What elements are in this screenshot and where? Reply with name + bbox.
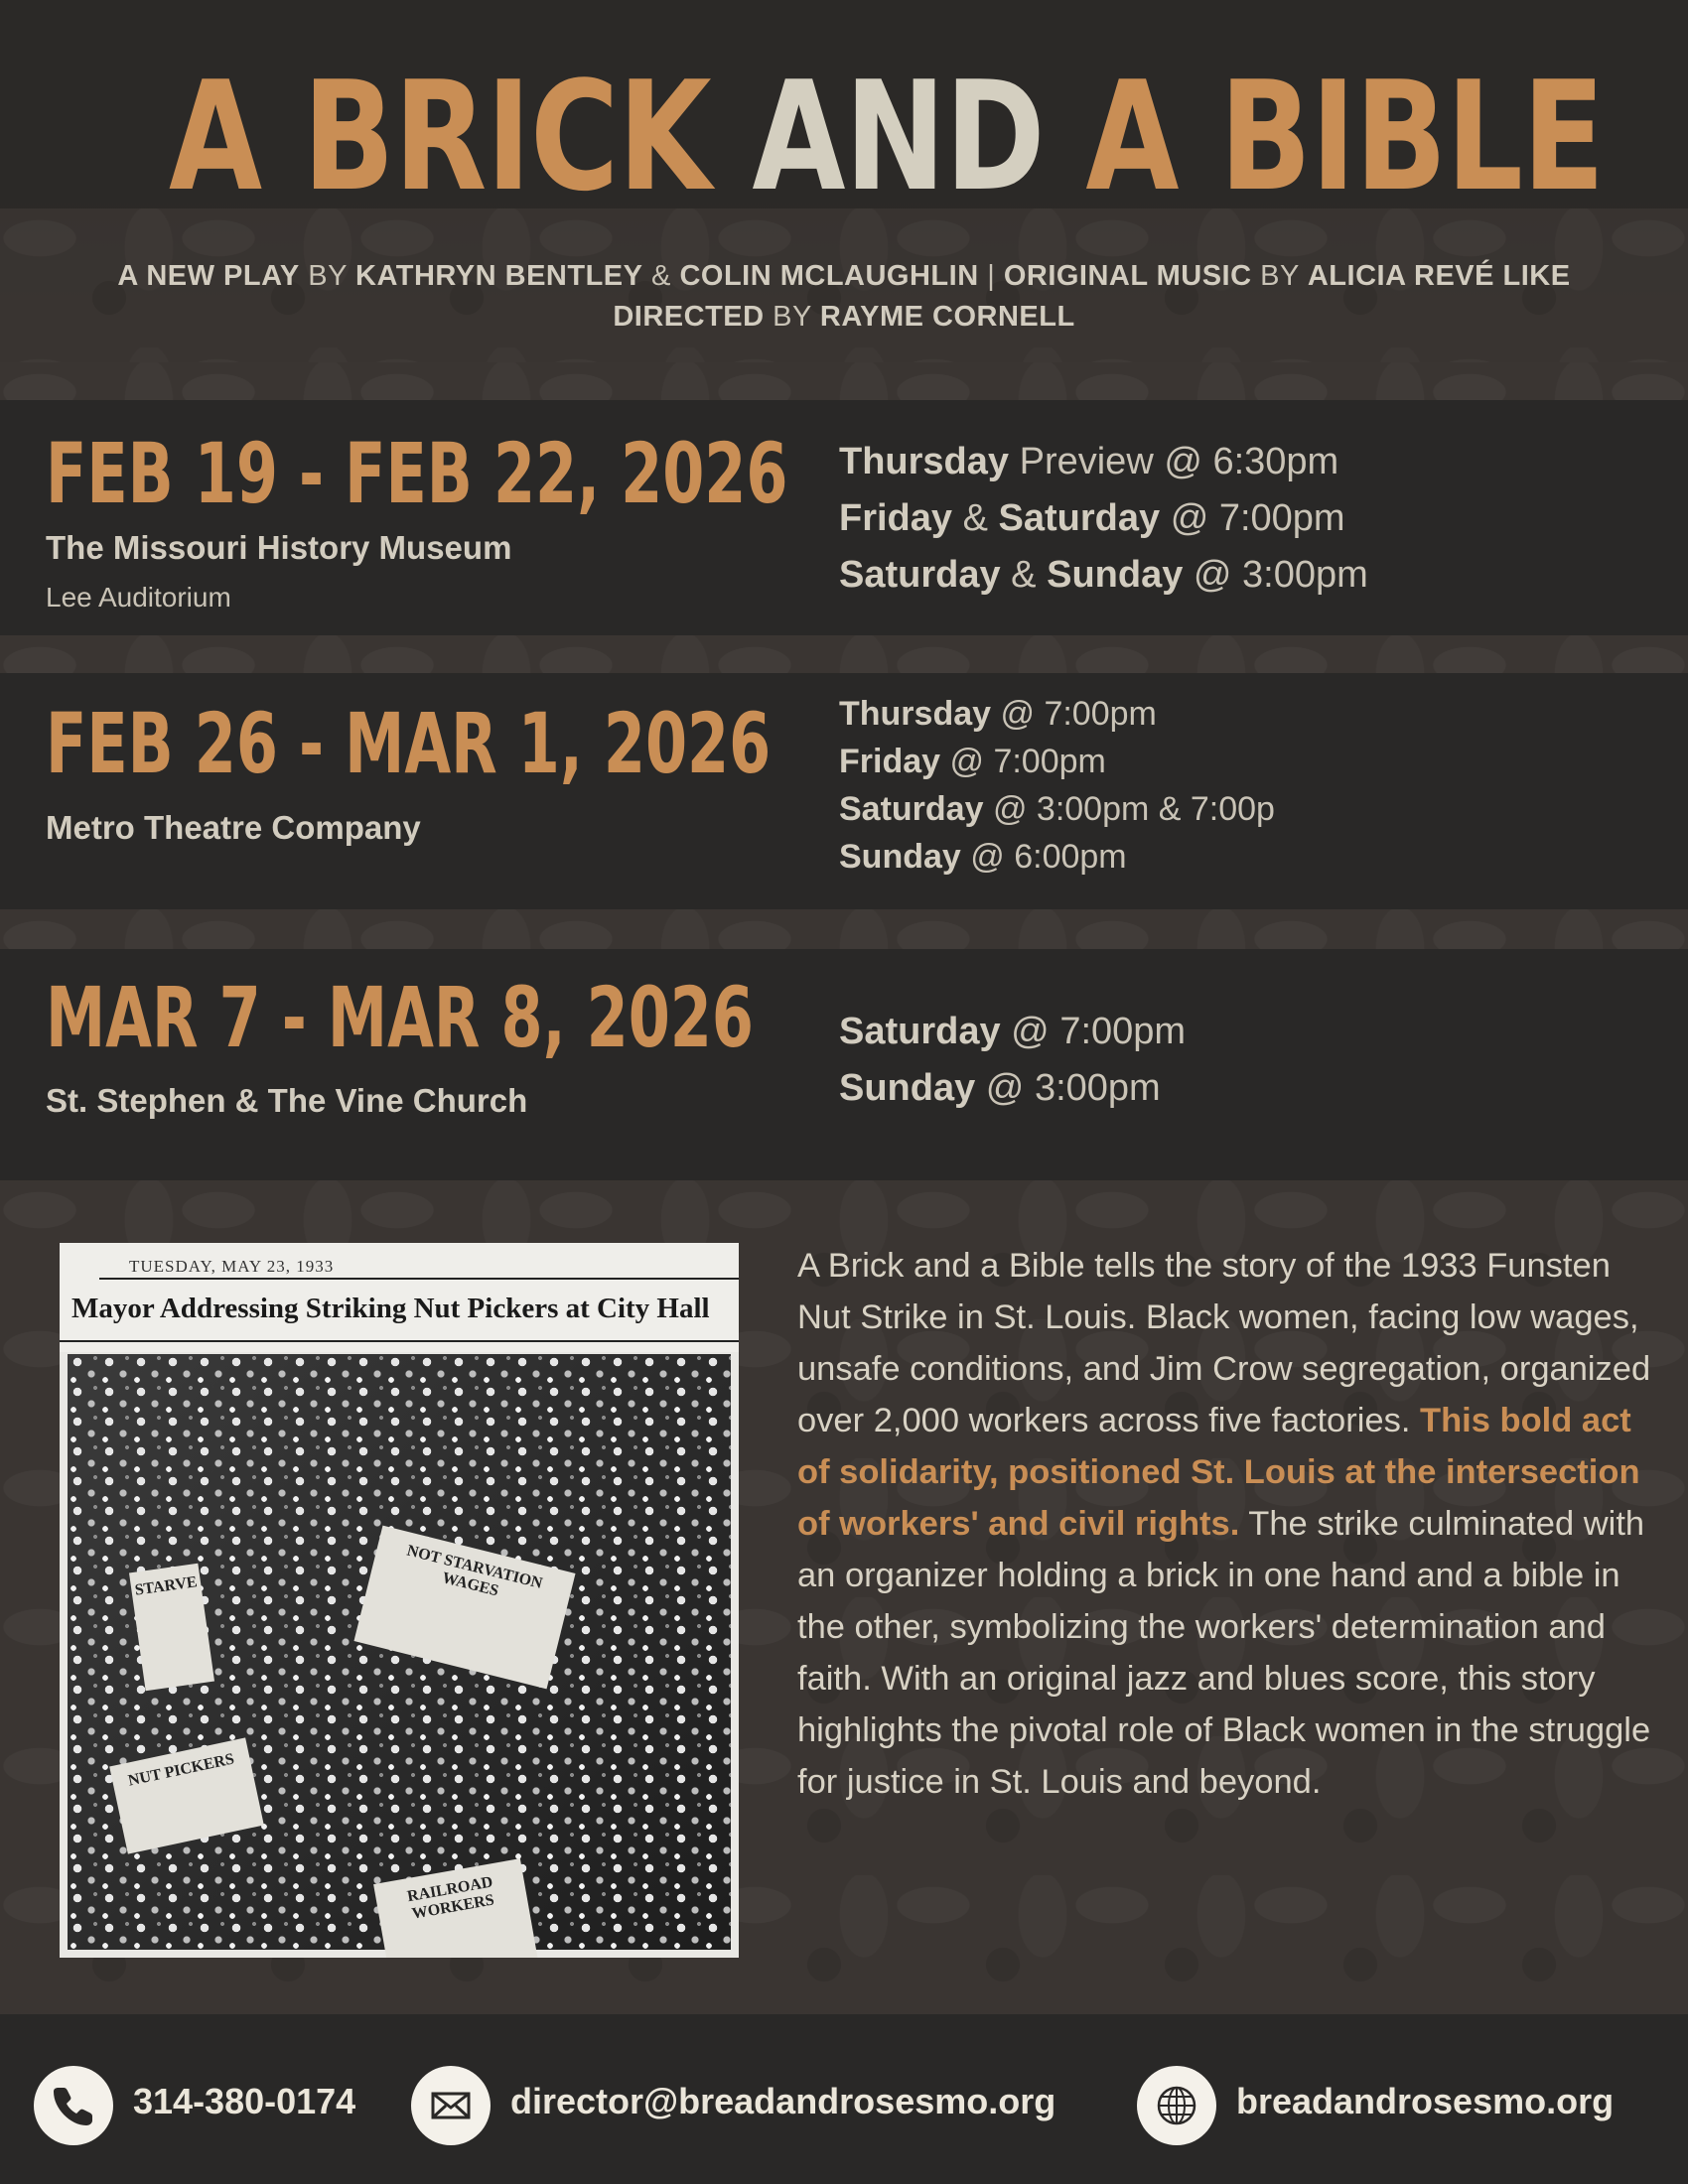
playwright-2: COLIN MCLAUGHLIN bbox=[679, 260, 979, 292]
time: Preview @ 6:30pm bbox=[1009, 441, 1339, 482]
contact-footer bbox=[0, 2014, 1688, 2184]
by-label: BY bbox=[773, 301, 812, 333]
venue-name: The Missouri History Museum bbox=[46, 529, 512, 566]
play-title bbox=[169, 38, 1605, 236]
composer: ALICIA REVÉ LIKE bbox=[1307, 260, 1571, 292]
title-part-3: A BIBLE bbox=[1085, 49, 1605, 224]
showtime-line bbox=[839, 690, 1275, 738]
story-section bbox=[0, 1180, 1688, 2014]
phone-icon bbox=[34, 2066, 113, 2145]
showtimes bbox=[839, 434, 1368, 604]
new-play-label: A NEW PLAY bbox=[117, 260, 300, 292]
time: @ 7:00pm bbox=[991, 695, 1157, 733]
showtimes bbox=[839, 690, 1275, 881]
envelope-icon bbox=[411, 2066, 491, 2145]
day: Sunday bbox=[839, 838, 961, 876]
performance-run-3 bbox=[0, 949, 1688, 1180]
music-label: ORIGINAL MUSIC bbox=[1003, 260, 1252, 292]
separator-band bbox=[0, 635, 1688, 673]
day: Saturday bbox=[998, 497, 1161, 539]
day: Friday bbox=[839, 743, 941, 780]
playwright-1: KATHRYN BENTLEY bbox=[355, 260, 643, 292]
rule bbox=[60, 1340, 739, 1342]
by-label: BY bbox=[1260, 260, 1300, 292]
phone-contact[interactable] bbox=[34, 2066, 391, 2145]
time: @ 7:00pm bbox=[1000, 1011, 1187, 1052]
rule bbox=[99, 1278, 739, 1280]
day: Thursday bbox=[839, 441, 1010, 482]
title-part-2: AND bbox=[752, 49, 1045, 224]
showtime-line bbox=[839, 547, 1368, 604]
newspaper-dateline: TUESDAY, MAY 23, 1933 bbox=[129, 1257, 335, 1276]
time: @ 6:00pm bbox=[960, 838, 1127, 876]
newspaper-headline: Mayor Addressing Striking Nut Pickers at City Hall bbox=[71, 1293, 710, 1324]
run-dates: FEB 19 - FEB 22, 2026 bbox=[46, 425, 788, 522]
day: Friday bbox=[839, 497, 953, 539]
showtime-line bbox=[839, 1004, 1186, 1060]
email-address[interactable]: director@breadandrosesmo.org bbox=[510, 2081, 1056, 2121]
day: Saturday bbox=[839, 554, 1001, 596]
venue-room: Lee Auditorium bbox=[46, 582, 231, 613]
ampersand: & bbox=[651, 260, 671, 292]
header bbox=[0, 0, 1688, 362]
divider: | bbox=[987, 260, 996, 292]
protest-sign: STARVE bbox=[129, 1564, 214, 1692]
performance-run-2 bbox=[0, 673, 1688, 909]
run-dates: FEB 26 - MAR 1, 2026 bbox=[46, 695, 772, 792]
time: @ 3:00pm & 7:00p bbox=[983, 790, 1275, 828]
time: @ 3:00pm bbox=[975, 1067, 1161, 1109]
directed-label: DIRECTED bbox=[613, 301, 765, 333]
ampersand: & bbox=[1000, 554, 1048, 596]
story-intro: A Brick and a Bible tells the story of the 1933 Funsten Nut Strike in St. Louis. Black women, facing low wages, unsafe conditions, and Jim Crow segregation, organized over 2,000 workers across five factories. bbox=[797, 1247, 1651, 1439]
performance-run-1 bbox=[0, 400, 1688, 635]
separator-band bbox=[0, 362, 1688, 400]
day: Saturday bbox=[839, 790, 984, 828]
separator-band bbox=[0, 909, 1688, 949]
protest-sign: RAILROAD WORKERS bbox=[373, 1858, 546, 1958]
venue-name: Metro Theatre Company bbox=[46, 809, 421, 846]
day: Sunday bbox=[839, 1067, 976, 1109]
story-outro: The strike culminated with an organizer holding a brick in one hand and a bible in the other, symbolizing the workers' determination and faith. With an original jazz and blues score, this story highlights the pivotal role of Black women in the struggle for justice in St. Louis and beyond. bbox=[797, 1505, 1651, 1801]
showtime-line bbox=[839, 490, 1368, 547]
story-emphasis: This bold act of solidarity, positioned St. Louis at the intersection of workers' and civil rights. bbox=[797, 1402, 1640, 1543]
newspaper-photo bbox=[60, 1243, 739, 1958]
crowd-photo bbox=[68, 1354, 731, 1950]
credits-line-1 bbox=[0, 260, 1688, 293]
time: @ 7:00pm bbox=[940, 743, 1106, 780]
showtimes bbox=[839, 1004, 1186, 1117]
protest-sign: NUT PICKERS bbox=[109, 1737, 264, 1853]
day: Saturday bbox=[839, 1011, 1001, 1052]
showtime-line bbox=[839, 1060, 1186, 1117]
day: Thursday bbox=[839, 695, 992, 733]
director: RAYME CORNELL bbox=[819, 301, 1075, 333]
globe-icon bbox=[1137, 2066, 1216, 2145]
story-description bbox=[797, 1240, 1651, 1808]
website-contact[interactable] bbox=[1137, 2066, 1663, 2145]
ampersand: & bbox=[952, 497, 999, 539]
credits-line-2 bbox=[0, 301, 1688, 334]
newspaper-masthead bbox=[60, 1243, 739, 1352]
venue-name: St. Stephen & The Vine Church bbox=[46, 1082, 528, 1119]
title-part-1: A BRICK bbox=[169, 49, 711, 224]
day: Sunday bbox=[1047, 554, 1184, 596]
website-url[interactable]: breadandrosesmo.org bbox=[1236, 2081, 1615, 2121]
email-contact[interactable] bbox=[411, 2066, 1126, 2145]
run-dates: MAR 7 - MAR 8, 2026 bbox=[46, 969, 754, 1066]
showtime-line bbox=[839, 434, 1368, 490]
phone-number[interactable]: 314-380-0174 bbox=[133, 2081, 356, 2121]
showtime-line bbox=[839, 833, 1275, 881]
by-label: BY bbox=[308, 260, 348, 292]
time: @ 7:00pm bbox=[1160, 497, 1345, 539]
protest-sign: NOT STARVATION WAGES bbox=[353, 1526, 575, 1690]
showtime-line bbox=[839, 785, 1275, 833]
time: @ 3:00pm bbox=[1183, 554, 1368, 596]
showtime-line bbox=[839, 738, 1275, 785]
